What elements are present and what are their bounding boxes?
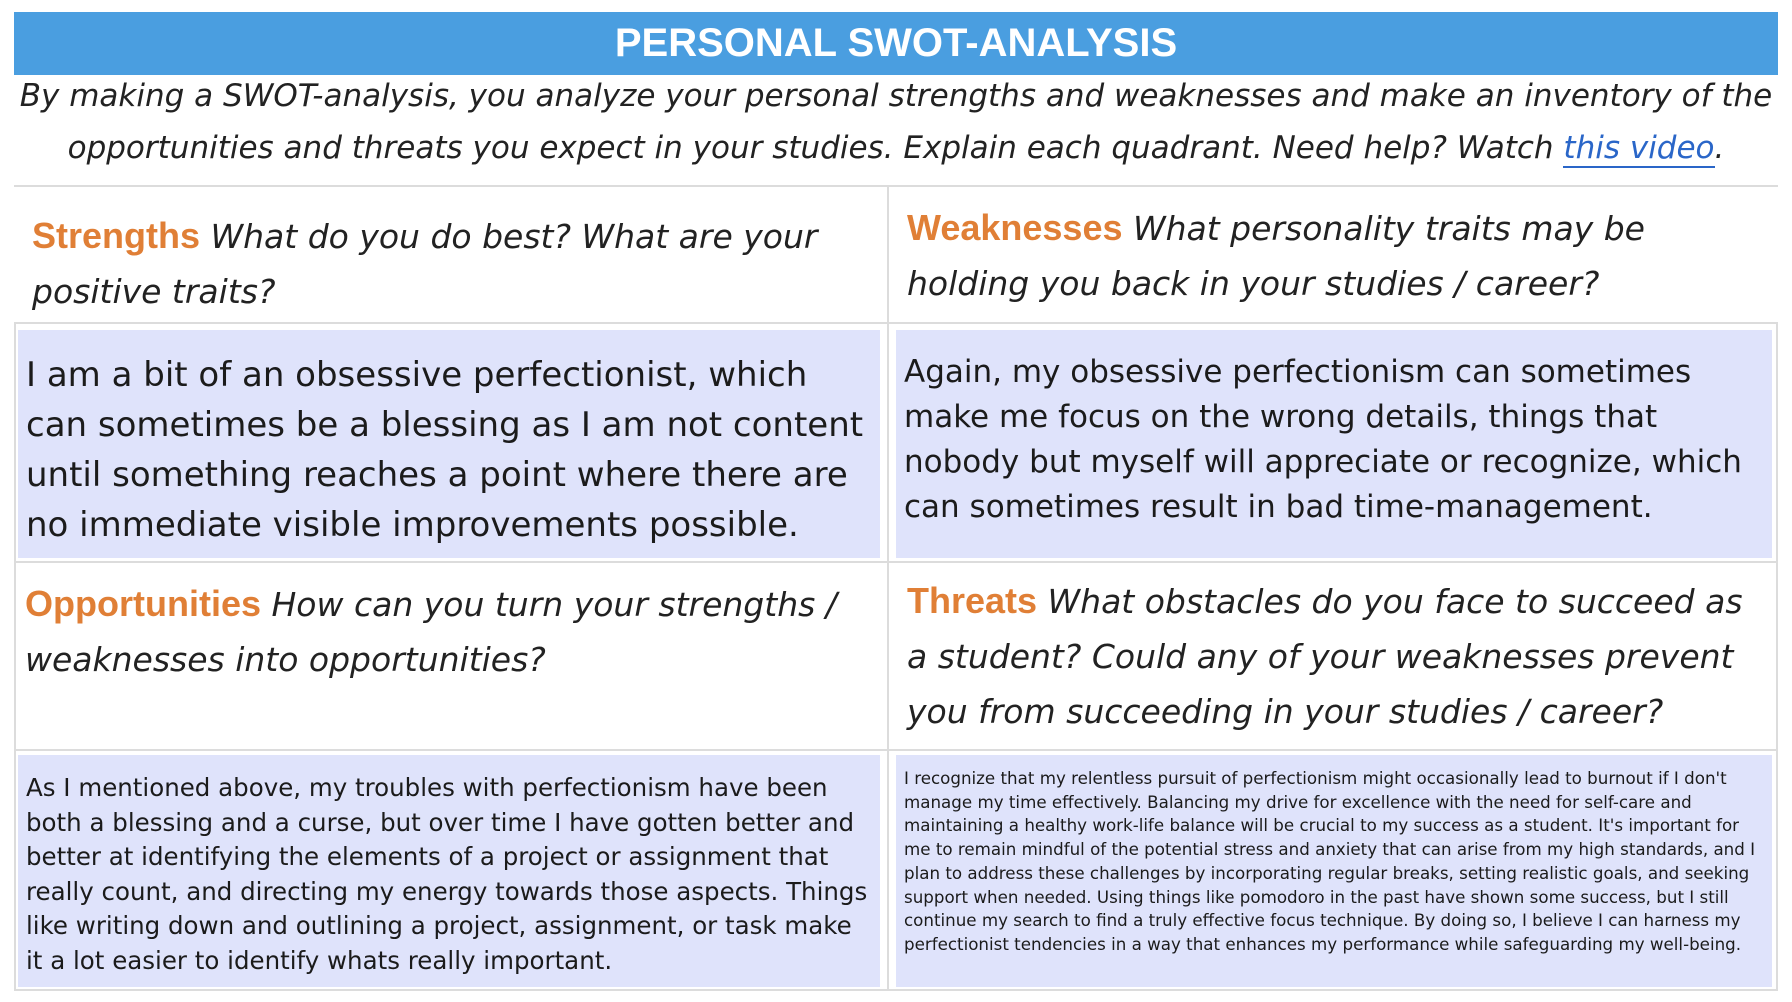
divider [887,185,889,991]
weaknesses-label: Weaknesses [907,207,1123,248]
page-title-banner [14,12,1778,75]
strengths-prompt: What do you do best? What are your positive traits? [32,217,818,311]
weaknesses-heading [907,200,1767,311]
strengths-label: Strengths [32,215,201,256]
intro-paragraph [14,70,1778,174]
strengths-answer[interactable]: I am a bit of an obsessive perfectionist, which can sometimes be a blessing as I am not content until something reaches a point where there are no immediate visible improvements possible. [18,330,880,558]
divider [1776,322,1778,991]
opportunities-prompt: How can you turn your strengths / weaknesses into opportunities? [25,585,837,679]
divider [14,185,1778,187]
weaknesses-answer[interactable]: Again, my obsessive perfectionism can sometimes make me focus on the wrong details, things that nobody but myself will appreciate or recognize, which can sometimes result in bad time-management. [896,330,1772,558]
video-link[interactable]: this video [1563,130,1715,166]
threats-heading [907,573,1767,739]
divider [14,322,1778,324]
divider [14,989,1778,991]
intro-text: By making a SWOT-analysis, you analyze your personal strengths and weaknesses and make an inventory of the opportunities and threats you expect in your studies. Explain each quadrant. Need help? Watch [19,78,1773,166]
divider [14,749,1778,751]
opportunities-label: Opportunities [25,583,261,624]
divider [14,322,16,991]
strengths-heading [32,208,882,319]
threats-prompt: What obstacles do you face to succeed as a student? Could any of your weaknesses prevent you from succeeding in your studies / career? [907,582,1743,731]
opportunities-answer[interactable]: As I mentioned above, my troubles with perfectionism have been both a blessing and a curse, but over time I have gotten better and better at identifying the elements of a project or assignment that really count, and directing my energy towards those aspects. Things like writing down and outlining a project, assignment, or task make it a lot easier to identify whats really important. [18,755,880,987]
page-title: PERSONAL SWOT-ANALYSIS [614,21,1178,65]
weaknesses-prompt: What personality traits may be holding you back in your studies / career? [907,209,1645,303]
divider [14,561,1778,563]
threats-label: Threats [907,580,1038,621]
opportunities-heading [25,576,865,687]
threats-answer[interactable]: I recognize that my relentless pursuit of perfectionism might occasionally lead to burnout if I don't manage my time effectively. Balancing my drive for excellence with the need for self-care and maintaining a healthy work-life balance will be crucial to my success as a student. It's important for me to remain mindful of the potential stress and anxiety that can arise from my high standards, and I plan to address these challenges by incorporating regular breaks, setting realistic goals, and seeking support when needed. Using things like pomodoro in the past have shown some success, but I still continue my search to find a truly effective focus technique. By doing so, I believe I can harness my perfectionist tendencies in a way that enhances my performance while safeguarding my well-being. [896,755,1772,987]
intro-end: . [1714,130,1725,166]
